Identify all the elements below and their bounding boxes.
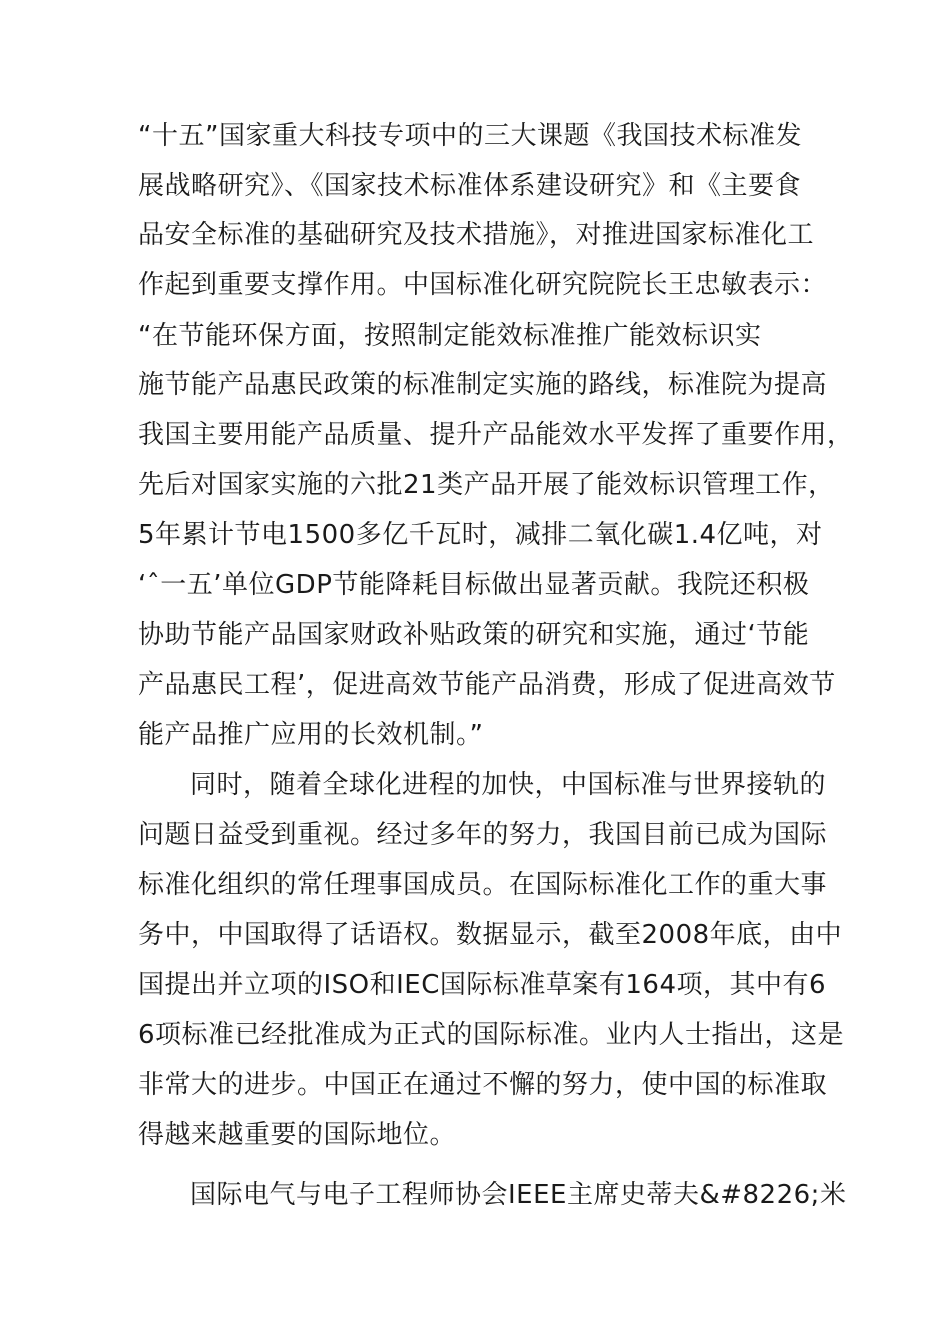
text-line: 产品惠民工程’，促进高效节能产品消费，形成了促进高效节 (138, 670, 836, 700)
text-line: 我国主要用能产品质量、提升产品能效水平发挥了重要作用， (138, 420, 854, 450)
paragraph-start-line: 同时，随着全球化进程的加快，中国标准与世界接轨的 (190, 770, 827, 800)
text-line: 6项标准已经批准成为正式的国际标准。业内人士指出，这是 (138, 1020, 845, 1050)
text-line: 得越来越重要的国际地位。 (138, 1120, 457, 1150)
text-line: 非常大的进步。中国正在通过不懈的努力，使中国的标准取 (138, 1070, 828, 1100)
text-line: 标准化组织的常任理事国成员。在国际标准化工作的重大事 (138, 870, 828, 900)
text-line: 协助节能产品国家财政补贴政策的研究和实施，通过‘节能 (138, 620, 810, 650)
text-line: 施节能产品惠民政策的标准制定实施的路线，标准院为提高 (138, 370, 828, 400)
text-line: 5年累计节电1500多亿千瓦时，减排二氧化碳1.4亿吨，对 (138, 520, 823, 550)
text-line: ‘ˆ一五’单位GDP节能降耗目标做出显著贡献。我院还积极 (138, 570, 810, 600)
text-line: 国提出并立项的ISO和IEC国际标准草案有164项，其中有6 (138, 970, 827, 1000)
text-line: 展战略研究》、《国家技术标准体系建设研究》和《主要食 (138, 171, 802, 201)
text-line: 先后对国家实施的六批21类产品开展了能效标识管理工作， (138, 470, 835, 500)
text-line: 能产品推广应用的长效机制。” (138, 720, 484, 750)
text-line: “在节能环保方面，按照制定能效标准推广能效标识实 (138, 321, 762, 351)
paragraph-start-line: 国际电气与电子工程师协会IEEE主席史蒂夫&#8226;米 (190, 1180, 847, 1210)
text-line: 作起到重要支撑作用。中国标准化研究院院长王忠敏表示： (138, 270, 828, 300)
text-line: 务中，中国取得了话语权。数据显示，截至2008年底，由中 (138, 920, 843, 950)
text-line: 品安全标准的基础研究及技术措施》，对推进国家标准化工 (138, 220, 815, 250)
text-line: “十五”国家重大科技专项中的三大课题《我国技术标准发 (138, 121, 802, 151)
text-line: 问题日益受到重视。经过多年的努力，我国目前已成为国际 (138, 820, 828, 850)
